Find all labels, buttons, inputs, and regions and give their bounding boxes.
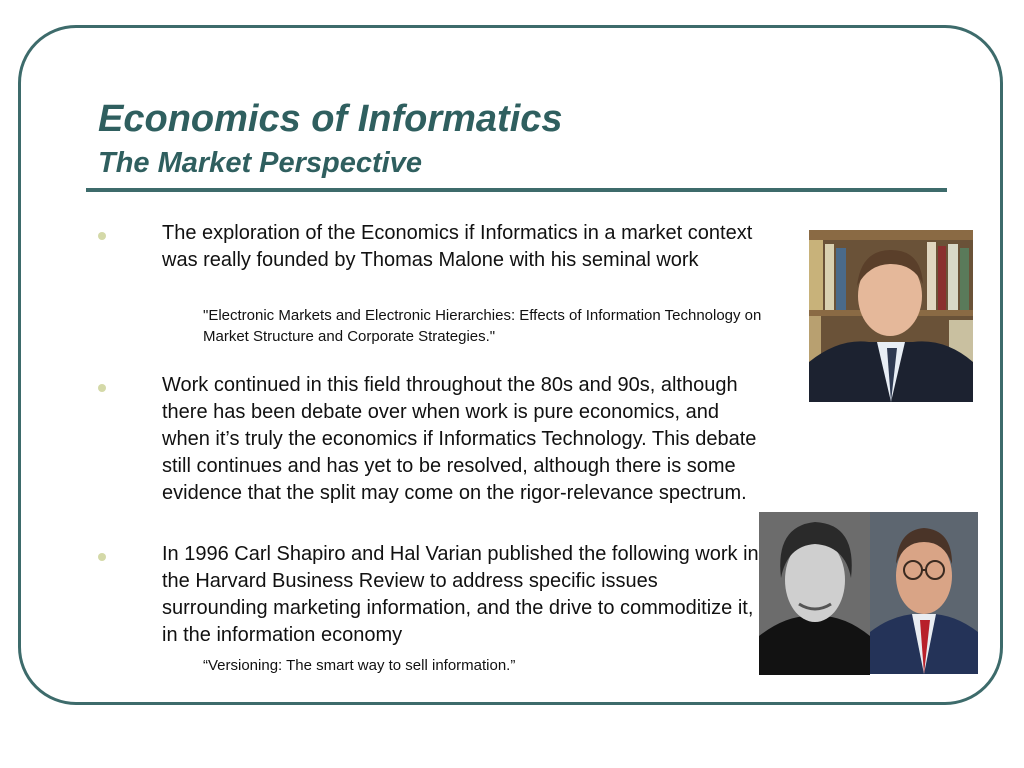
slide-subtitle: The Market Perspective [98,147,422,179]
bullet-text: In 1996 Carl Shapiro and Hal Varian published the following work in the Harvard Business Review to address specific issues surrounding marketing information, and the drive to commoditize it, in the information economy [162,543,759,646]
portrait-photo-image [809,230,973,402]
title-divider [86,188,947,192]
portrait-photo [809,230,973,402]
portrait-photo-image [759,512,870,675]
bullet-subtext: "Electronic Markets and Electronic Hierarchies: Effects of Information Technology on Market Structure and Corporate Strategies." [203,307,762,345]
bullet-icon [98,553,106,561]
portrait-photo [870,512,978,674]
portrait-photo [759,512,870,675]
bullet-text: Work continued in this field throughout the 80s and 90s, although there has been debate over when work is pure economics, and when it’s truly the economics if Informatics Technology. This debate still continues and has yet to be resolved, although there is some evidence that the split may come on the rigor-relevance spectrum. [162,374,757,504]
bullet-icon [98,384,106,392]
bullet-text: The exploration of the Economics if Informatics in a market context was really founded by Thomas Malone with his seminal work [162,222,753,271]
portrait-photo-image [870,512,978,674]
bullet-icon [98,232,106,240]
slide-title: Economics of Informatics [98,98,563,140]
bullet-subtext: “Versioning: The smart way to sell information.” [203,657,516,674]
